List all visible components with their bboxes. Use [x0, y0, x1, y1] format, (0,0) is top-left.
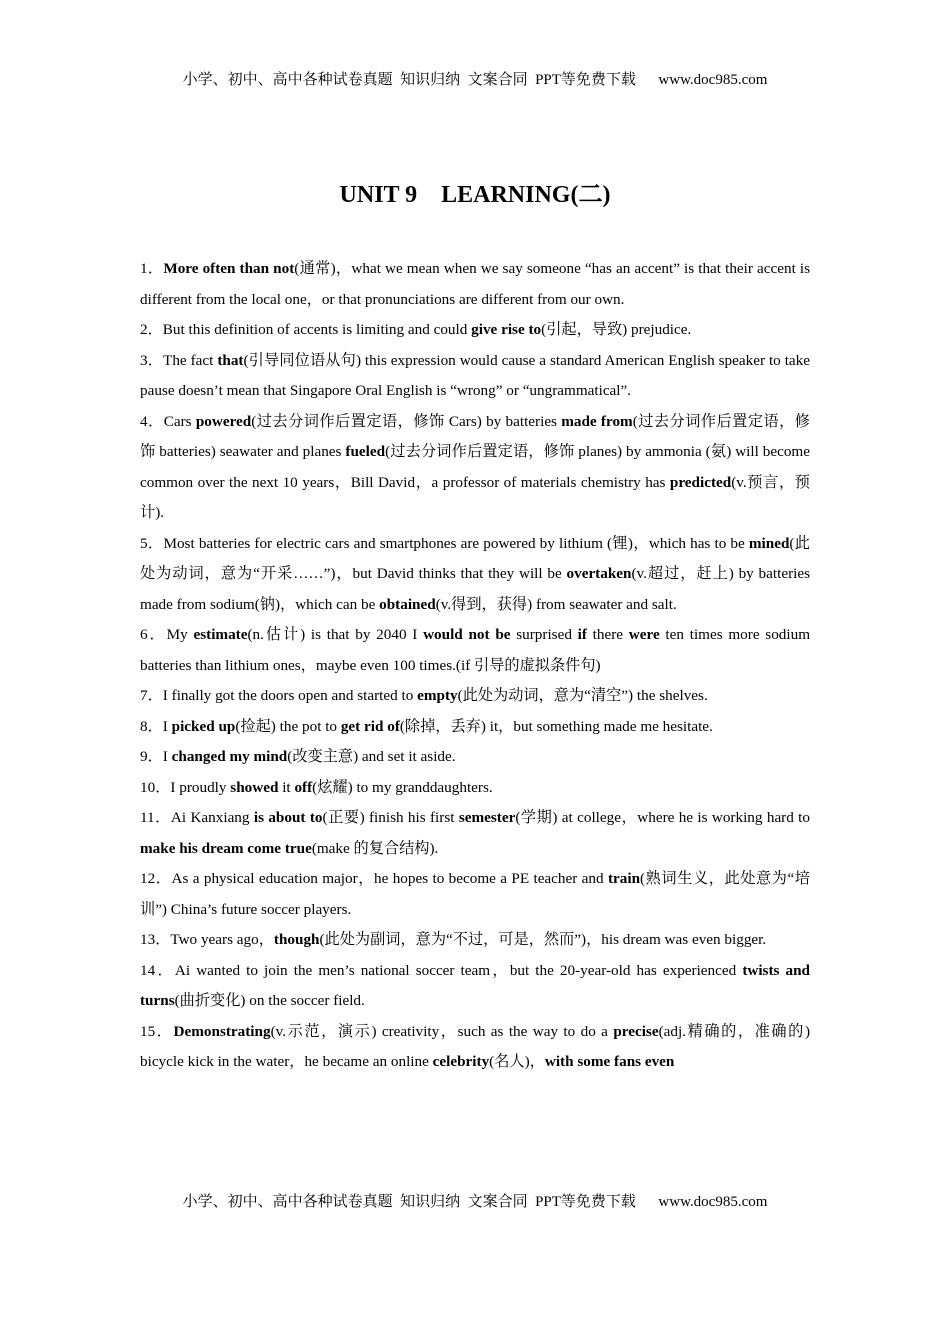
- sentence-text: (捡起) the pot to: [235, 717, 341, 735]
- header-banner: 小学、初中、高中各种试卷真题 知识归纳 文案合同 PPT等免费下载 www.doc985.com: [182, 72, 768, 88]
- sentence-text: (n.估计) is that by 2040 I: [247, 626, 424, 643]
- page-title: UNIT 9 LEARNING(二): [339, 182, 611, 208]
- sentence-text: 10．I proudly: [140, 778, 231, 796]
- key-phrase: showed: [230, 778, 279, 796]
- sentence-text: (改变主意) and set it aside.: [287, 748, 456, 765]
- key-phrase: semester: [458, 809, 516, 826]
- sentence-text: surprised: [510, 626, 578, 643]
- vocab-sentence-6: [140, 620, 810, 681]
- sentence-text: 6．My: [140, 626, 194, 643]
- vocab-sentence-2: [140, 315, 810, 346]
- sentence-text: 11．Ai Kanxiang: [140, 809, 254, 826]
- vocab-sentence-1: [140, 254, 810, 315]
- sentence-text: 7．I finally got the doors open and started to: [140, 687, 418, 704]
- sentence-text: (过去分词作后置定语，修饰 planes) by ammonia (氨) will become common over the next 10 years，Bill David，a professor of materials chemistry has: [140, 443, 810, 491]
- sentence-text: 1．: [140, 260, 164, 277]
- key-phrase: get rid of: [340, 717, 400, 735]
- sentence-text: ten times more sodium batteries than lithium ones，maybe even 100 times.(if 引导的虚拟条件句): [140, 626, 810, 674]
- sentence-text: (引导同位语从句) this expression would cause a standard American English speaker to take pause doesn’t mean that Singapore Oral English is “wrong” or “ungrammatical”.: [140, 351, 810, 399]
- sentence-text: (名人)，: [489, 1053, 545, 1070]
- sentence-text: 4．Cars: [140, 412, 196, 430]
- key-phrase: predicted: [669, 473, 732, 491]
- key-phrase: twists and turns: [140, 961, 810, 1009]
- key-phrase: off: [294, 778, 313, 796]
- key-phrase: with some fans even: [544, 1053, 675, 1070]
- sentence-text: 13．Two years ago，: [140, 931, 274, 948]
- sentence-text: (make 的复合结构).: [311, 839, 439, 857]
- key-phrase: give rise to: [471, 321, 542, 338]
- sentence-text: 8．I: [140, 717, 172, 735]
- sentence-text: it: [278, 778, 295, 796]
- vocab-sentence-13: [140, 925, 810, 956]
- footer-banner: 小学、初中、高中各种试卷真题 知识归纳 文案合同 PPT等免费下载 www.doc985.com: [182, 1194, 768, 1210]
- sentence-text: (引起，导致) prejudice.: [541, 321, 692, 338]
- sentence-text: (v.示范，演示) creativity，such as the way to do a: [270, 1022, 614, 1040]
- sentence-text: 14．Ai wanted to join the men’s national soccer team，but the 20-year-old has experienced: [140, 961, 743, 979]
- sentence-text: 3．The fact: [140, 351, 218, 369]
- vocab-sentence-12: [140, 864, 810, 925]
- key-phrase: fueled: [345, 443, 386, 460]
- vocab-sentence-10: [140, 773, 810, 804]
- sentence-text: 12．As a physical education major，he hopes to become a PE teacher and: [140, 870, 608, 887]
- key-phrase: powered: [195, 412, 252, 430]
- sentence-text: (v.得到，获得) from seawater and salt.: [435, 595, 677, 613]
- key-phrase: were: [628, 626, 660, 643]
- key-phrase: obtained: [379, 595, 436, 613]
- sentence-text: (通常)，what we mean when we say someone “has an accent” is that their accent is different from the local one，or that pronunciations are different from our own.: [140, 260, 810, 308]
- key-phrase: estimate: [193, 626, 248, 643]
- sentence-text: (曲折变化) on the soccer field.: [174, 992, 365, 1009]
- sentence-text: (此处为动词，意为“开采……”)，but David thinks that they will be: [140, 534, 810, 582]
- sentence-text: (过去分词作后置定语，修饰 batteries) seawater and planes: [140, 412, 810, 460]
- sentence-text: 2．But this definition of accents is limiting and could: [140, 321, 472, 338]
- vocab-sentence-3: [140, 346, 810, 407]
- sentence-text: (正要) finish his first: [322, 809, 459, 826]
- sentence-text: (炫耀) to my granddaughters.: [312, 778, 493, 796]
- sentence-text: (此处为动词，意为“清空”) the shelves.: [457, 687, 708, 704]
- sentence-text: (熟词生义，此处意为“培训”) China’s future soccer players.: [140, 870, 810, 918]
- vocab-sentence-5: [140, 529, 810, 621]
- sentence-text: (v.预言，预计).: [140, 473, 810, 521]
- key-phrase: changed my mind: [171, 748, 288, 765]
- vocab-sentence-7: [140, 681, 810, 712]
- key-phrase: precise: [613, 1022, 659, 1040]
- sentence-text: 9．I: [140, 748, 172, 765]
- vocab-sentence-9: [140, 742, 810, 773]
- key-phrase: overtaken: [566, 565, 632, 582]
- key-phrase: is about to: [253, 809, 323, 826]
- key-phrase: made from: [561, 412, 633, 430]
- vocab-sentence-4: [140, 407, 810, 529]
- sentence-text: 5．Most batteries for electric cars and smartphones are powered by lithium (锂)，which has to be: [140, 534, 749, 552]
- key-phrase: picked up: [171, 717, 236, 735]
- vocab-sentence-14: [140, 956, 810, 1017]
- key-phrase: More often than not: [163, 260, 295, 277]
- key-phrase: train: [607, 870, 641, 887]
- sentence-text: (adj.精确的，准确的) bicycle kick in the water，he became an online: [140, 1022, 810, 1070]
- key-phrase: mined: [748, 534, 790, 552]
- key-phrase: if: [577, 626, 587, 643]
- sentence-text: (学期) at college，where he is working hard to: [515, 809, 810, 826]
- key-phrase: would not be: [423, 626, 511, 643]
- vocab-sentence-8: [140, 712, 810, 743]
- key-phrase: empty: [417, 687, 458, 704]
- key-phrase: celebrity: [432, 1053, 490, 1070]
- sentence-text: (此处为副词，意为“不过，可是，然而”)，his dream was even bigger.: [319, 931, 767, 948]
- sentence-text: (除掉，丢弃) it，but something made me hesitate.: [399, 717, 713, 735]
- document-body: [140, 254, 810, 1176]
- sentence-text: 15．: [140, 1022, 174, 1040]
- vocab-sentence-11: [140, 803, 810, 864]
- key-phrase: make his dream come true: [140, 839, 312, 857]
- key-phrase: though: [273, 931, 320, 948]
- vocab-sentence-15: [140, 1017, 810, 1078]
- key-phrase: that: [217, 351, 244, 369]
- key-phrase: Demonstrating: [173, 1022, 271, 1040]
- sentence-text: there: [586, 626, 629, 643]
- sentence-text: (过去分词作后置定语，修饰 Cars) by batteries: [251, 412, 562, 430]
- sentence-text: (v.超过，赶上) by batteries made from sodium(钠)，which can be: [140, 565, 810, 613]
